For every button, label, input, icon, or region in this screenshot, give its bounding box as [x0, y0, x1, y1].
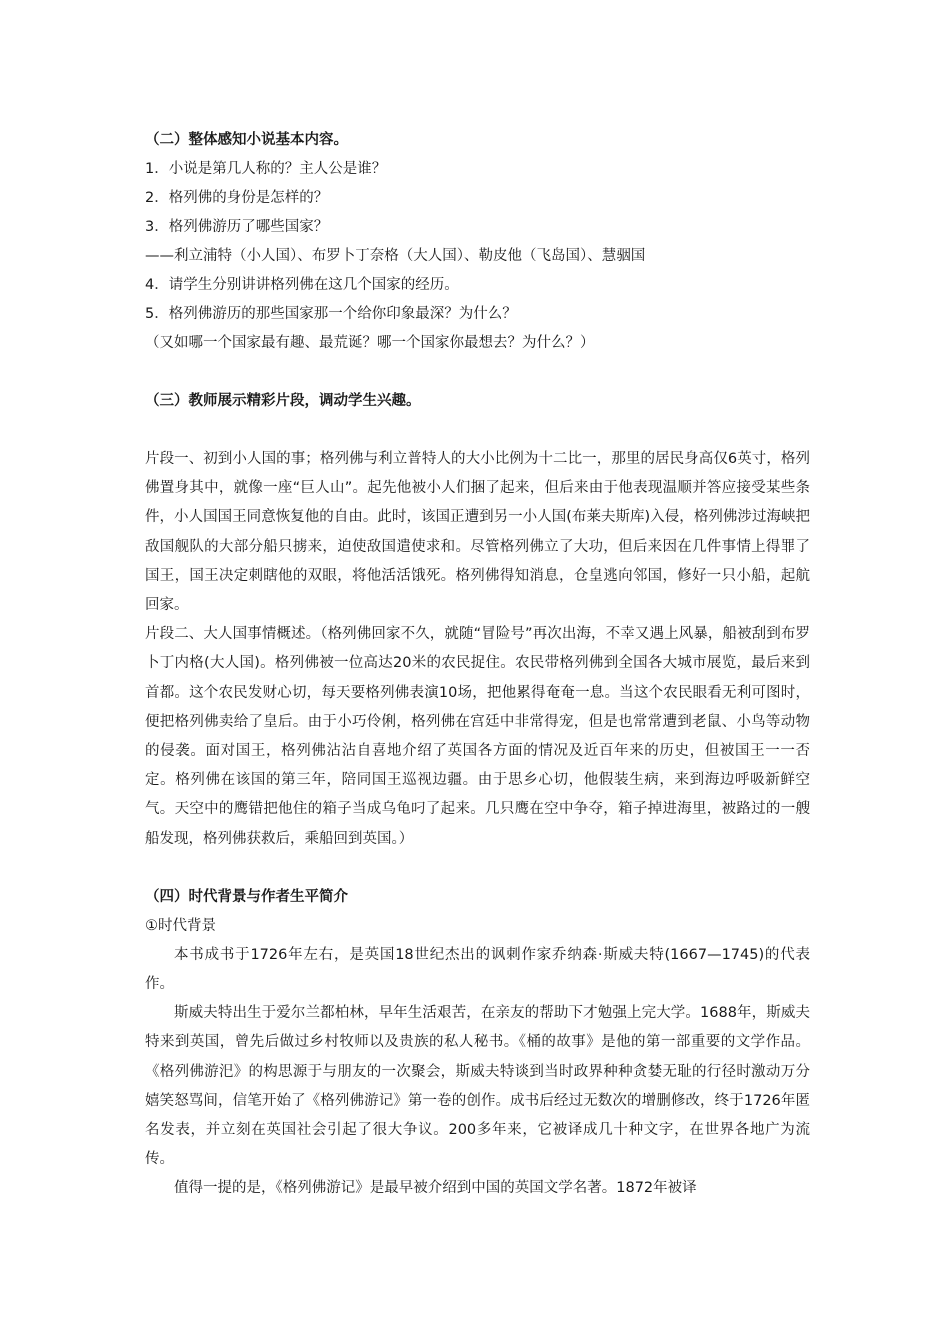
answer-line: ——利立浦特（小人国）、布罗卜丁奈格（大人国）、勒皮他（飞岛国）、慧骃国	[145, 248, 646, 264]
question-item: 4．请学生分别讲讲格列佛在这几个国家的经历。	[145, 277, 459, 293]
question-item: 3．格列佛游历了哪些国家？	[145, 219, 329, 235]
section-heading-2: （二）整体感知小说基本内容。	[145, 132, 348, 148]
section-heading-3: （三）教师展示精彩片段，调动学生兴趣。	[145, 393, 421, 409]
question-note: （又如哪一个国家最有趣、最荒诞？哪一个国家你最想去？为什么？）	[145, 335, 595, 351]
body-paragraph: 斯威夫特出生于爱尔兰都柏林，早年生活艰苦，在亲友的帮助下才勉强上完大学。1688年，斯威夫特来到英国，曾先后做过乡村牧师以及贵族的私人秘书。《桶的故事》是他的第一部重要的文学作品。《格列佛游汜》的构思源于与朋友的一次聚会，斯威夫特谈到当时政界种种贪婪无耻的行径时激动万分嬉笑怒骂间，信笔开始了《格列佛游记》第一卷的创作。成书后经过无数次的增删修改，终于1726年匿名发表，并立刻在英国社会引起了很大争议。200多年来，它被译成几十种文字，在世界各地广为流传。	[145, 1005, 810, 1168]
spacer	[145, 854, 810, 883]
excerpt-paragraph-2: 片段二、大人国事情概述。（格列佛回家不久，就随“冒险号”再次出海，不幸又遇上风暴，船被刮到布罗卜丁内格(大人国)。格列佛被一位高达20米的农民捉住。农民带格列佛到全国各大城市展览，最后来到首都。这个农民发财心切，每天要格列佛表演10场，把他累得奄奄一息。当这个农民眼看无利可图时，便把格列佛卖给了皇后。由于小巧伶俐，格列佛在宫廷中非常得宠，但是也常常遭到老鼠、小鸟等动物的侵袭。面对国王，格列佛沾沾自喜地介绍了英国各方面的情况及近百年来的历史，但被国王一一否定。格列佛在该国的第三年，陪同国王巡视边疆。由于思乡心切，他假装生病，来到海边呼吸新鲜空气。天空中的鹰错把他住的箱子当成乌龟叼了起来。几只鹰在空中争夺，箱子掉进海里，被路过的一艘船发现，格列佛获救后，乘船回到英国。）	[145, 626, 810, 847]
subsection-heading: ①时代背景	[145, 917, 216, 934]
excerpt-paragraph-1: 片段一、初到小人国的事；格列佛与利立普特人的大小比例为十二比一，那里的居民身高仅6英寸，格列佛置身其中，就像一座“巨人山”。起先他被小人们捆了起来，但后来由于他表现温顺并答应接受某些条件，小人国国王同意恢复他的自由。此时，该国正遭到另一小人国(布莱夫斯库)入侵，格列佛涉过海峡把敌国舰队的大部分船只掳来，迫使敌国遣使求和。尽管格列佛立了大功，但后来因在几件事情上得罪了国王，国王决定刺瞎他的双眼，将他活活饿死。格列佛得知消息，仓皇逃向邻国，修好一只小船，起航回家。	[145, 451, 810, 614]
document-page	[145, 126, 810, 1204]
question-item: 1．小说是第几人称的？主人公是谁？	[145, 161, 387, 177]
question-item: 5．格列佛游历的那些国家那一个给你印象最深？为什么？	[145, 306, 517, 322]
spacer	[145, 416, 810, 445]
body-paragraph: 值得一提的是，《格列佛游记》是最早被介绍到中国的英国文学名著。1872年被译	[174, 1180, 697, 1197]
section-heading-4: （四）时代背景与作者生平简介	[145, 888, 348, 905]
spacer	[145, 358, 810, 387]
question-item: 2．格列佛的身份是怎样的？	[145, 190, 329, 206]
body-paragraph: 本书成书于1726年左右，是英国18世纪杰出的讽刺作家乔纳森·斯威夫特(1667—1745)的代表作。	[145, 946, 810, 993]
